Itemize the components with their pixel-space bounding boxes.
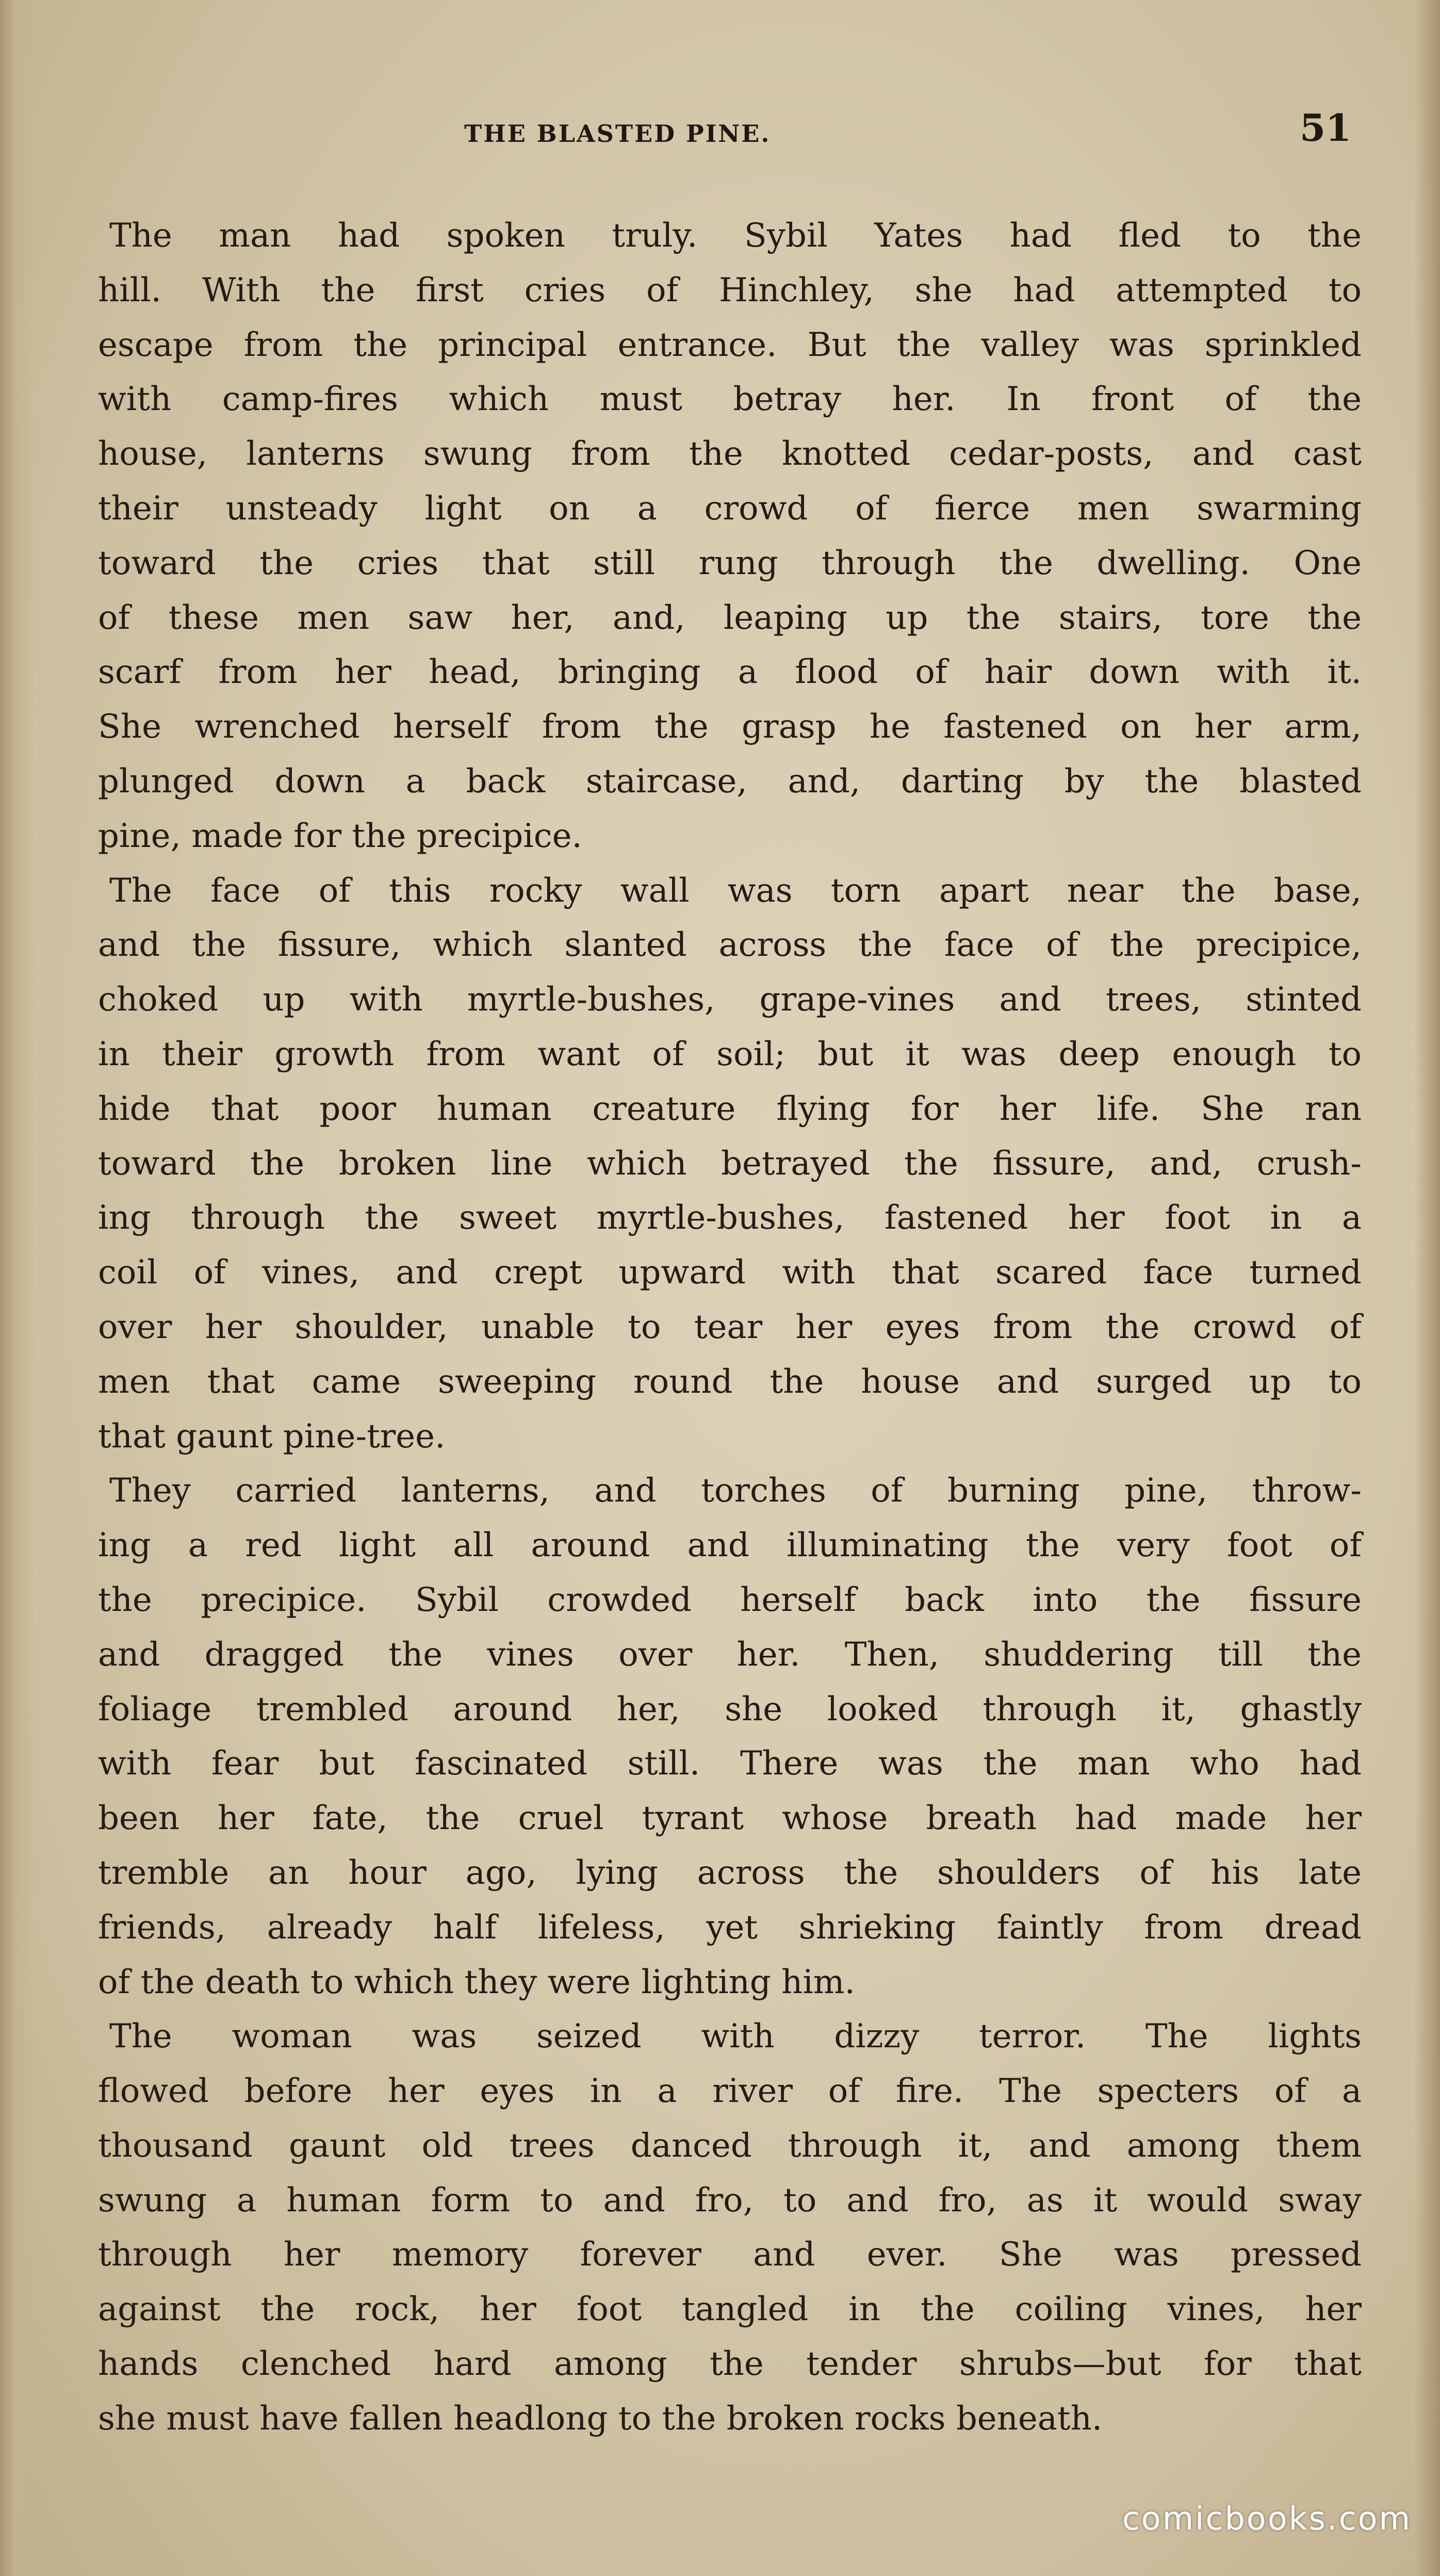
text-line: of the death to which they were lighting him. <box>98 1963 855 2001</box>
text-line: friends, already half lifeless, yet shrieking faintly from dread <box>98 1908 1362 1947</box>
text-line: hill. With the first cries of Hinchley, she had attempted to <box>98 271 1362 309</box>
text-line: ing a red light all around and illuminating the very foot of <box>98 1526 1362 1565</box>
text-line: the precipice. Sybil crowded herself back into the fissure <box>98 1580 1362 1619</box>
text-line: They carried lanterns, and torches of burning pine, throw- <box>109 1472 1362 1510</box>
paragraph <box>98 2010 1362 2446</box>
text-line: against the rock, her foot tangled in the coiling vines, her <box>98 2290 1362 2329</box>
text-line: She wrenched herself from the grasp he fastened on her arm, <box>98 708 1362 746</box>
text-line: tremble an hour ago, lying across the shoulders of his late <box>98 1853 1362 1892</box>
paragraph <box>98 1464 1362 2010</box>
text-line: toward the broken line which betrayed the fissure, and, crush- <box>98 1144 1362 1183</box>
text-line: flowed before her eyes in a river of fire. The specters of a <box>98 2072 1362 2111</box>
body-text <box>98 209 1362 2447</box>
text-line: foliage trembled around her, she looked through it, ghastly <box>98 1690 1362 1729</box>
text-line: been her fate, the cruel tyrant whose breath had made her <box>98 1799 1362 1838</box>
text-line: escape from the principal entrance. But the valley was sprinkled <box>98 325 1362 364</box>
page-number: 51 <box>1300 106 1352 150</box>
text-line: and the fissure, which slanted across the face of the precipice, <box>98 926 1362 965</box>
text-line: with fear but fascinated still. There was the man who had <box>98 1744 1362 1783</box>
text-line: toward the cries that still rung through the dwelling. One <box>98 544 1362 582</box>
text-line: The face of this rocky wall was torn apart near the base, <box>109 871 1362 910</box>
watermark: comicbooks.com <box>1122 2500 1412 2537</box>
text-line: The woman was seized with dizzy terror. The lights <box>109 2017 1362 2056</box>
text-line: in their growth from want of soil; but it was deep enough to <box>98 1035 1362 1073</box>
text-line: their unsteady light on a crowd of fierce men swarming <box>98 489 1362 528</box>
paragraph <box>98 209 1362 864</box>
running-head: THE BLASTED PINE. <box>464 120 771 148</box>
text-line: hide that poor human creature flying for her life. She ran <box>98 1089 1362 1128</box>
text-line: plunged down a back staircase, and, darting by the blasted <box>98 762 1362 801</box>
text-line: through her memory forever and ever. She was pressed <box>98 2236 1362 2274</box>
text-line: hands clenched hard among the tender shrubs—but for that <box>98 2345 1362 2384</box>
text-line: of these men saw her, and, leaping up the stairs, tore the <box>98 598 1362 637</box>
text-line: and dragged the vines over her. Then, shuddering till the <box>98 1635 1362 1674</box>
paragraph <box>98 864 1362 1464</box>
text-line: pine, made for the precipice. <box>98 817 582 855</box>
text-line: thousand gaunt old trees danced through it, and among them <box>98 2126 1362 2165</box>
text-line: that gaunt pine-tree. <box>98 1417 446 1456</box>
page-left-edge <box>0 0 36 2576</box>
text-line: over her shoulder, unable to tear her eyes from the crowd of <box>98 1308 1362 1346</box>
text-line: coil of vines, and crept upward with that scared face turned <box>98 1253 1362 1292</box>
text-line: with camp-fires which must betray her. In front of the <box>98 380 1362 419</box>
text-line: house, lanterns swung from the knotted cedar-posts, and cast <box>98 435 1362 474</box>
text-line: choked up with myrtle-bushes, grape-vines and trees, stinted <box>98 981 1362 1019</box>
text-line: The man had spoken truly. Sybil Yates had fled to the <box>109 217 1362 255</box>
text-line: men that came sweeping round the house and surged up to <box>98 1362 1362 1401</box>
text-line: swung a human form to and fro, to and fro, as it would sway <box>98 2181 1362 2220</box>
text-line: scarf from her head, bringing a flood of hair down with it. <box>98 653 1362 692</box>
page-right-edge <box>1414 0 1440 2576</box>
text-line: ing through the sweet myrtle-bushes, fastened her foot in a <box>98 1199 1362 1237</box>
text-line: she must have fallen headlong to the broken rocks beneath. <box>98 2399 1103 2438</box>
